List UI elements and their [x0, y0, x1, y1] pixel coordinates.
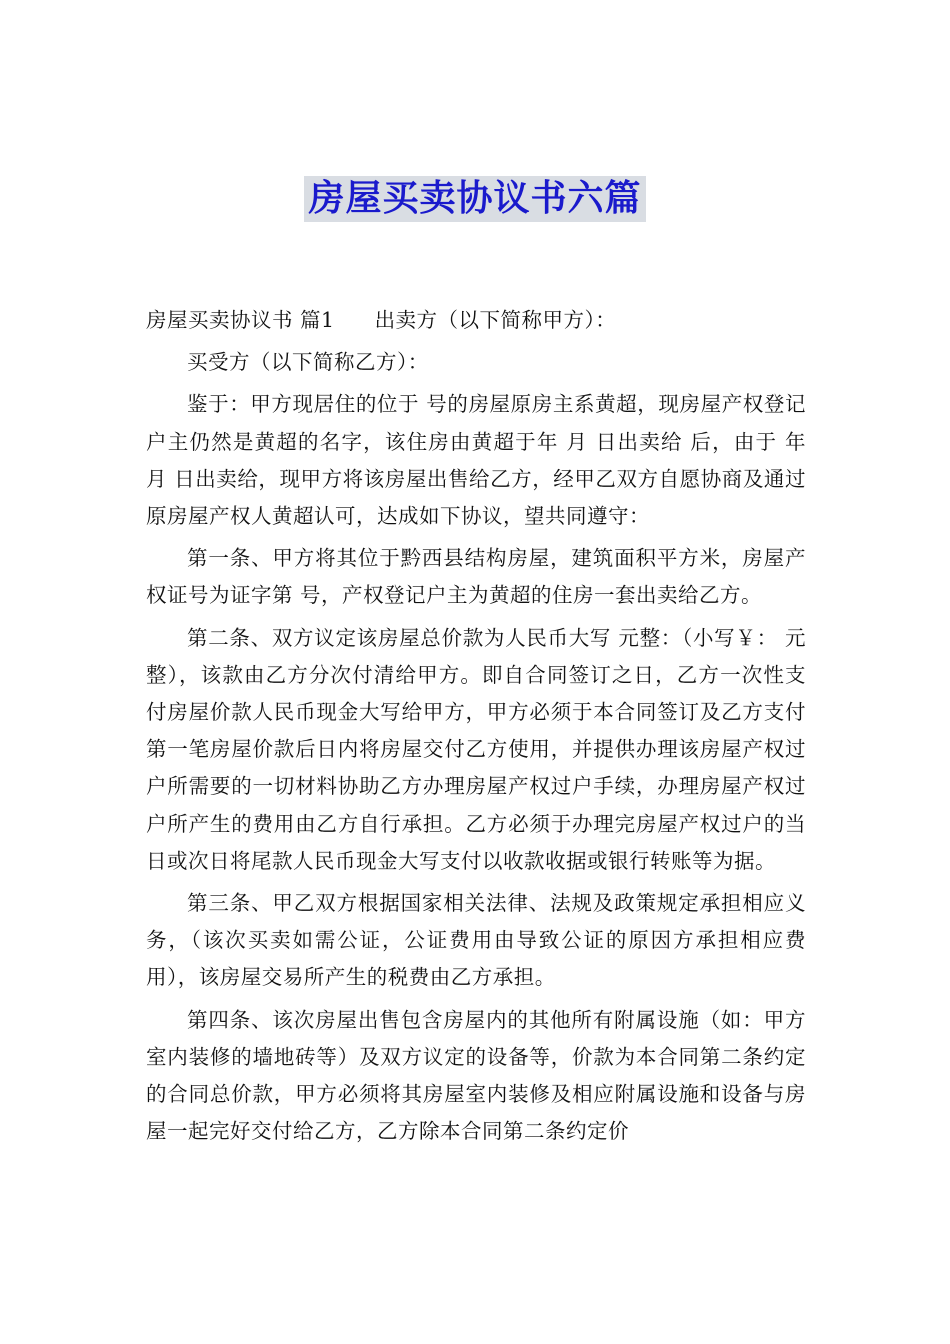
document-title: 房屋买卖协议书六篇 — [304, 176, 645, 222]
heading-line — [146, 302, 806, 339]
section-heading: 房屋买卖协议书 篇1 — [146, 308, 335, 332]
paragraph-article-3: 第三条、甲乙双方根据国家相关法律、法规及政策规定承担相应义务，（该次买卖如需公证，公证费用由导致公证的原因方承担相应费用），该房屋交易所产生的税费由乙方承担。 — [146, 891, 806, 990]
buyer-line: 买受方（以下简称乙方）： — [187, 350, 429, 375]
document-body — [146, 302, 806, 1155]
paragraph-article-2: 第二条、双方议定该房屋总价款为人民币大写 元整：（小写￥： 元整），该款由乙方分次付清给甲方。即自合同签订之日，乙方一次性支付房屋价款人民币现金大写给甲方，甲方必须于本合同签订及乙方支付第一笔房屋价款后日内将房屋交付乙方使用，并提供办理该房屋产权过户所需要的一切材料协助乙方办理房屋产权过户手续，办理房屋产权过户所产生的费用由乙方自行承担。乙方必须于办理完房屋产权过户的当日或次日将尾款人民币现金大写支付以收款收据或银行转账等为据。 — [146, 625, 806, 873]
paragraph-article-1: 第一条、甲方将其位于黔西县结构房屋，建筑面积平方米，房屋产权证号为证字第 号，产权登记户主为黄超的住房一套出卖给乙方。 — [146, 546, 806, 608]
paragraph-preamble: 鉴于：甲方现居住的位于 号的房屋原房主系黄超，现房屋产权登记户主仍然是黄超的名字，该住房由黄超于年 月 日出卖给 后，由于 年 月 日出卖给，现甲方将该房屋出售给乙方，经甲乙双方自愿协商及通过原房屋产权人黄超认可，达成如下协议，望共同遵守： — [146, 392, 806, 529]
document-title-wrap — [0, 176, 950, 222]
seller-line: 出卖方（以下简称甲方）： — [374, 308, 617, 332]
paragraph-article-4: 第四条、该次房屋出售包含房屋内的其他所有附属设施（如：甲方室内装修的墙地砖等）及双方议定的设备等，价款为本合同第二条约定的合同总价款，甲方必须将其房屋室内装修及相应附属设施和设备与房屋一起完好交付给乙方，乙方除本合同第二条约定价 — [146, 1007, 806, 1144]
